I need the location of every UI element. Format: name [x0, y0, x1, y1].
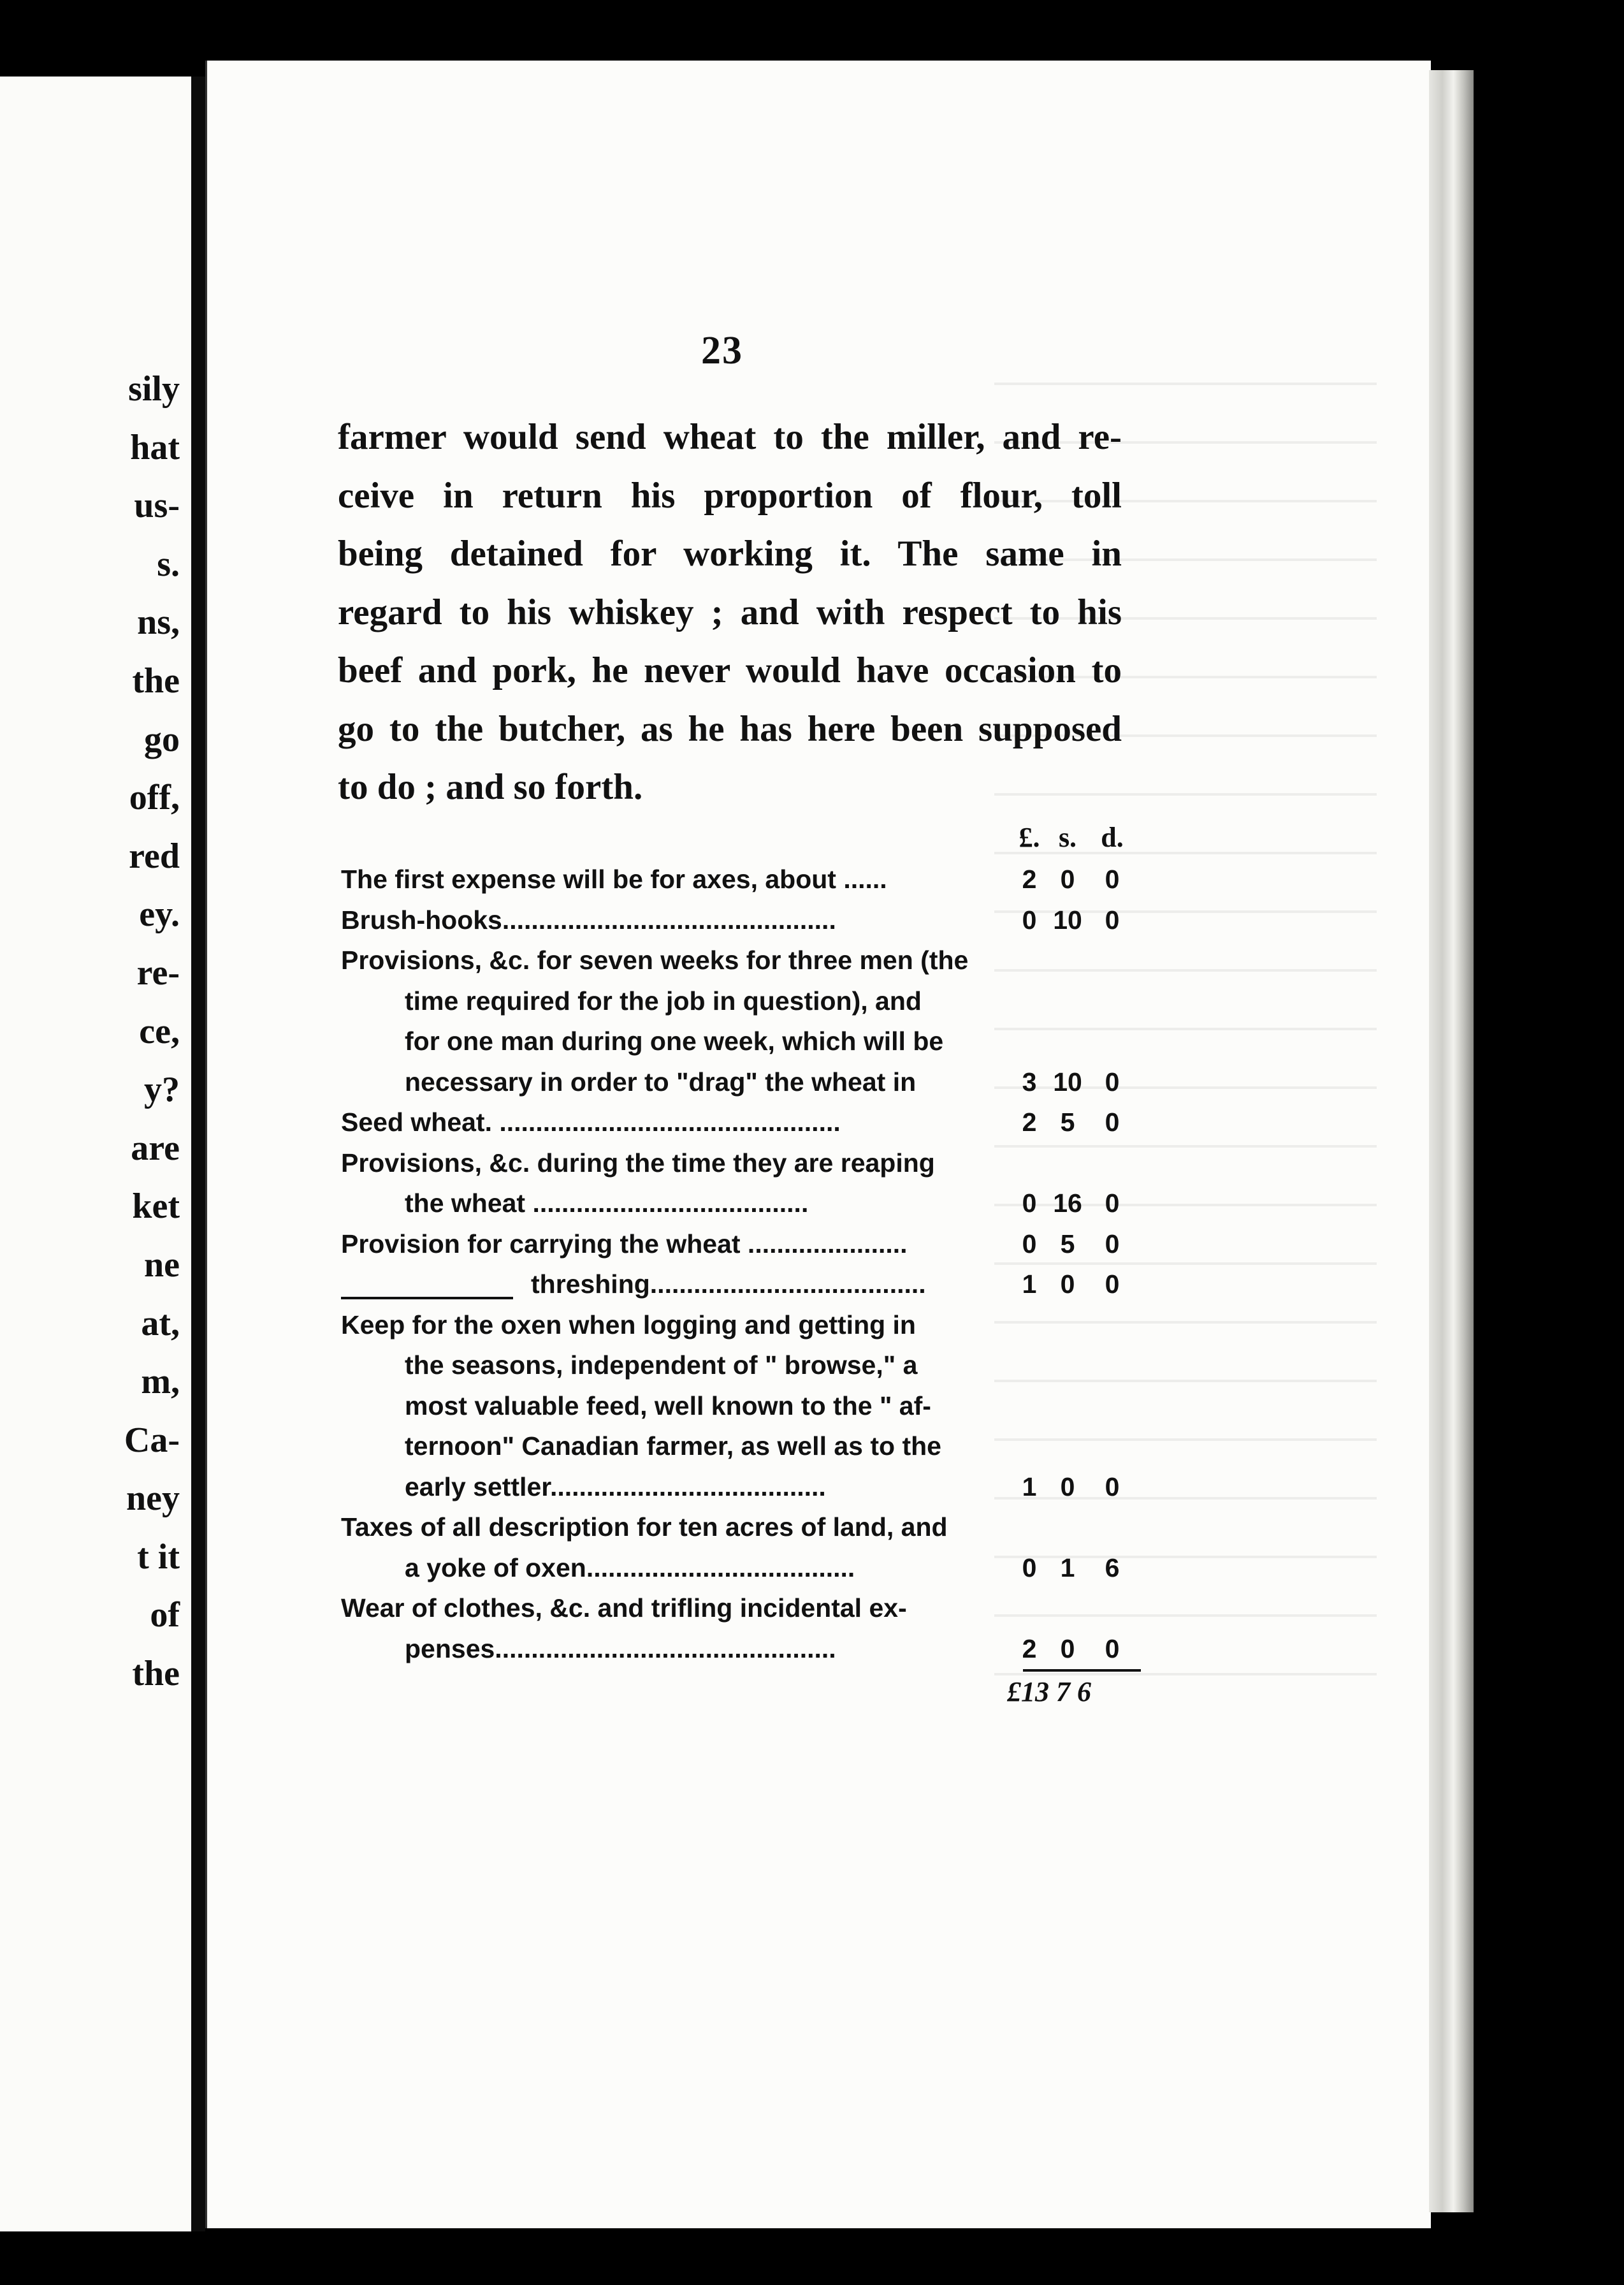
left-page-fragment: off,: [129, 778, 180, 818]
shillings-value: 0: [1060, 1269, 1075, 1299]
pounds-value: 2: [1022, 1107, 1037, 1137]
left-page-fragment: ket: [132, 1186, 180, 1227]
ledger-line: [341, 1629, 1144, 1670]
body-paragraph: [338, 408, 1122, 817]
prose-line: being detained for working it. The same in: [338, 534, 1122, 574]
left-page-fragment: m,: [141, 1362, 180, 1402]
ledger-line-text: the wheat ......................................: [405, 1188, 809, 1218]
shillings-value: 0: [1060, 1633, 1075, 1663]
pounds-header: £.: [1019, 822, 1040, 853]
ledger-line-text: Provision for carrying the wheat ......................: [341, 1229, 908, 1259]
ledger-line: [341, 1345, 1144, 1386]
prose-line: farmer would send wheat to the miller, and re-: [338, 417, 1122, 457]
ledger-items: [341, 859, 1144, 1669]
prose-line: beef and pork, he never would have occasion to: [338, 650, 1122, 690]
pounds-value: 0: [1022, 1552, 1037, 1582]
shillings-value: 5: [1060, 1229, 1075, 1259]
ledger-line-text: the seasons, independent of " browse," a: [405, 1350, 918, 1380]
ledger-line: [341, 1183, 1144, 1224]
ledger-line-text: necessary in order to "drag" the wheat in: [405, 1067, 917, 1097]
left-page-fragment: at,: [141, 1303, 180, 1343]
currency-header: [341, 821, 1144, 859]
left-page-fragment: ne: [144, 1245, 180, 1285]
ledger-line: [341, 1143, 1144, 1184]
shillings-value: 16: [1053, 1188, 1082, 1218]
pence-value: 6: [1105, 1552, 1120, 1582]
shillings-value: 10: [1053, 905, 1082, 935]
ledger-line-text: a yoke of oxen.....................................: [405, 1552, 855, 1582]
pounds-value: 0: [1022, 905, 1037, 935]
ledger-item: [341, 1264, 1144, 1305]
ledger-item: [341, 1224, 1144, 1265]
left-page-fragment: hat: [130, 427, 180, 467]
prose-line: regard to his whiskey ; and with respect to his: [338, 592, 1122, 632]
left-page-fragment: sily: [128, 369, 180, 409]
shillings-value: 5: [1060, 1107, 1075, 1137]
ledger-line-text: for one man during one week, which will be: [405, 1026, 944, 1056]
ledger-item: [341, 859, 1144, 900]
ledger-line-text: most valuable feed, well known to the " af-: [405, 1391, 931, 1420]
left-page-fragment: red: [129, 836, 180, 876]
ledger-line-text: time required for the job in question), and: [405, 986, 922, 1016]
total-rule: [1023, 1669, 1141, 1672]
left-page-fragment: the: [132, 1654, 180, 1694]
ledger-item: [341, 1143, 1144, 1224]
ledger-item: [341, 1102, 1144, 1143]
ledger-line: [341, 1548, 1144, 1589]
ledger-line-text: Brush-hooks..............................................: [341, 905, 836, 935]
pounds-value: 1: [1022, 1471, 1037, 1501]
ledger-line-text: Provisions, &c. during the time they are reaping: [341, 1148, 935, 1178]
left-page-fragment: ns,: [137, 602, 180, 643]
total-value: £13 7 6: [1007, 1676, 1091, 1707]
shillings-header: s.: [1058, 822, 1077, 853]
pounds-value: 3: [1022, 1067, 1037, 1097]
ledger-line: [341, 940, 1144, 981]
book-gutter: [191, 77, 205, 2231]
ledger-line-text: Taxes of all description for ten acres of land, and: [341, 1512, 948, 1542]
shillings-value: 1: [1060, 1552, 1075, 1582]
pounds-value: 2: [1022, 1633, 1037, 1663]
ledger-line: [341, 1264, 1144, 1305]
ledger-item: [341, 1588, 1144, 1669]
pounds-value: 2: [1022, 865, 1037, 894]
left-page-fragment: the: [132, 661, 180, 701]
pence-value: 0: [1105, 1471, 1120, 1501]
ledger-line-text: ternoon" Canadian farmer, as well as to the: [405, 1431, 941, 1461]
left-page-fragment: ce,: [139, 1011, 180, 1051]
ledger-item: [341, 1507, 1144, 1588]
ledger-line: [341, 1305, 1144, 1346]
ledger-line-text: Provisions, &c. for seven weeks for three men (the: [341, 945, 969, 975]
left-page-fragment: us-: [134, 486, 180, 526]
ledger-line: [341, 1588, 1144, 1629]
ledger-line-text: Wear of clothes, &c. and trifling incidental ex-: [341, 1593, 907, 1623]
total-row: [341, 1669, 1144, 1720]
left-page-fragment: ey.: [139, 894, 180, 935]
shillings-value: 0: [1060, 1471, 1075, 1501]
pence-value: 0: [1105, 1633, 1120, 1663]
pence-value: 0: [1105, 1107, 1120, 1137]
pounds-value: 0: [1022, 1229, 1037, 1259]
prose-line: ceive in return his proportion of flour, toll: [338, 475, 1122, 516]
ledger-line: [341, 1507, 1144, 1548]
ledger-line-text: penses...............................................: [405, 1633, 836, 1663]
ledger-line: [341, 1062, 1144, 1103]
pounds-value: 0: [1022, 1188, 1037, 1218]
pence-value: 0: [1105, 1067, 1120, 1097]
ledger-item: [341, 940, 1144, 1102]
ledger-line: [341, 1021, 1144, 1062]
ledger-line: [341, 859, 1144, 900]
pence-value: 0: [1105, 905, 1120, 935]
ledger-line: [341, 900, 1144, 941]
shillings-value: 0: [1060, 865, 1075, 894]
left-page: [0, 77, 193, 2231]
ledger-line-text: Keep for the oxen when logging and getting in: [341, 1310, 916, 1340]
ditto-rule: [341, 1297, 513, 1299]
left-page-fragment: y?: [144, 1070, 180, 1110]
pence-value: 0: [1105, 1269, 1120, 1299]
left-page-fragment: t it: [137, 1537, 180, 1577]
pence-value: 0: [1105, 865, 1120, 894]
shillings-value: 10: [1053, 1067, 1082, 1097]
page-edge: [1429, 70, 1474, 2212]
pence-value: 0: [1105, 1229, 1120, 1259]
left-page-fragment: are: [131, 1128, 180, 1168]
left-page-fragment: go: [144, 719, 180, 759]
ledger-line-text: The first expense will be for axes, about ......: [341, 865, 887, 894]
left-page-fragment: s.: [157, 544, 180, 584]
pounds-value: 1: [1022, 1269, 1037, 1299]
ledger-line: [341, 1224, 1144, 1265]
prose-line: go to the butcher, as he has here been supposed: [338, 708, 1122, 749]
ledger-line: [341, 1467, 1144, 1508]
ledger-line: [341, 1102, 1144, 1143]
ledger-line: [341, 1386, 1144, 1427]
pence-value: 0: [1105, 1188, 1120, 1218]
prose-line: to do ; and so forth.: [338, 767, 643, 807]
ledger-line-text: Seed wheat. ...............................................: [341, 1107, 841, 1137]
expense-table: [341, 821, 1144, 1720]
pence-header: d.: [1101, 822, 1124, 853]
left-page-fragment: ney: [126, 1478, 180, 1519]
left-page-fragment: Ca-: [124, 1420, 180, 1460]
ledger-item: [341, 1305, 1144, 1508]
ledger-item: [341, 900, 1144, 941]
ledger-line: [341, 981, 1144, 1022]
ledger-line-text: early settler......................................: [405, 1471, 826, 1501]
ledger-line: [341, 1426, 1144, 1467]
left-page-text: [124, 360, 180, 1704]
page-number: 23: [701, 329, 743, 372]
left-page-fragment: of: [150, 1595, 180, 1635]
left-page-fragment: re-: [136, 953, 180, 993]
ledger-line-text: threshing......................................: [531, 1269, 926, 1299]
